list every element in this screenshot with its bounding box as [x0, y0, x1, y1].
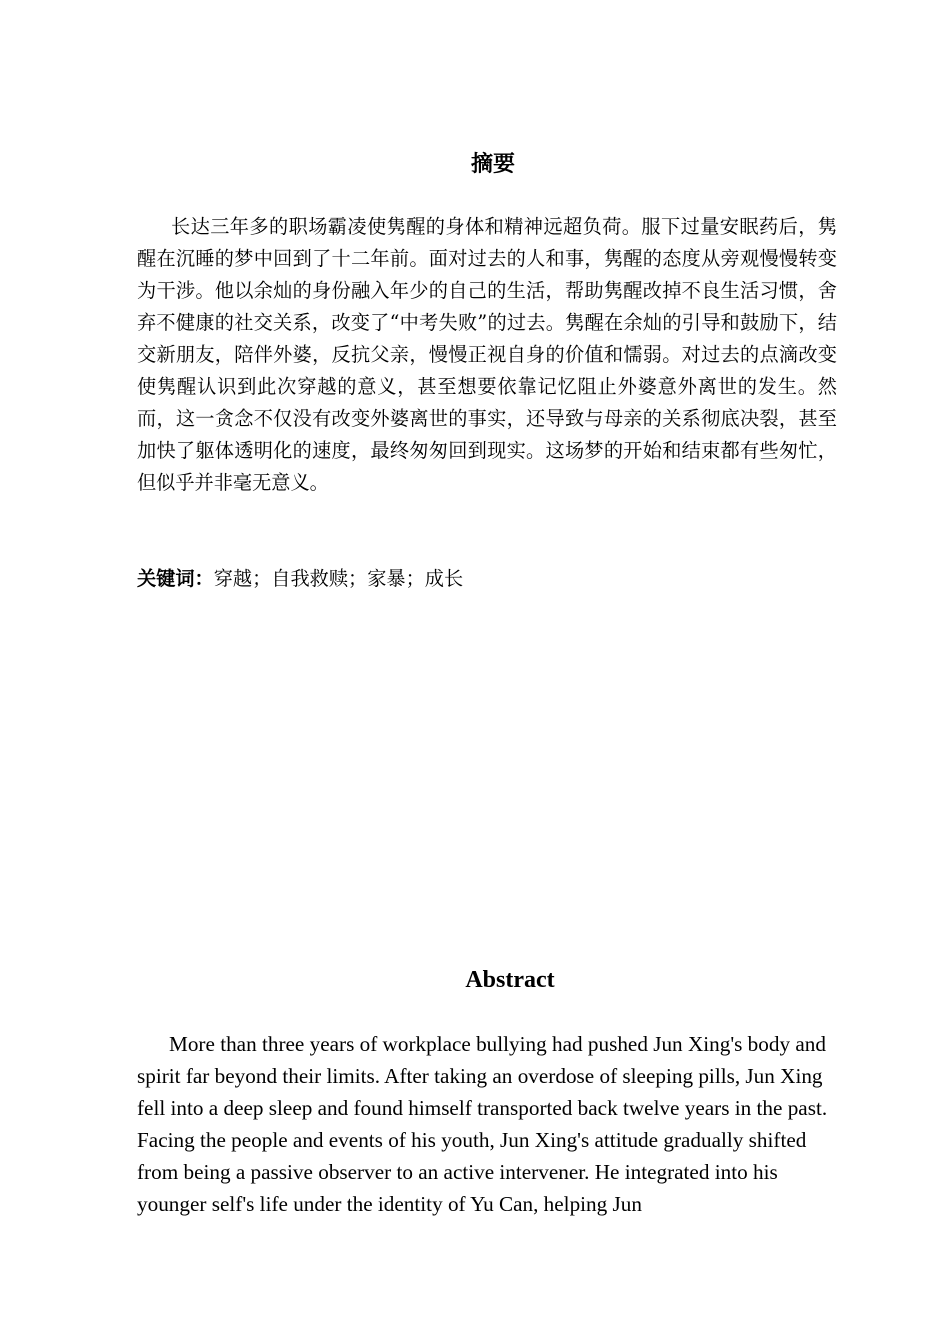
- english-abstract-body: More than three years of workplace bullying had pushed Jun Xing's body and spirit far beyond their limits. After taking an overdose of sleeping pills, Jun Xing fell into a deep sleep and found himself transported back twelve years in the past. Facing the people and events of his youth, Jun Xing's attitude gradually shifted from being a passive observer to an active intervener. He integrated into his younger self's life under the identity of Yu Can, helping Jun: [137, 1032, 828, 1216]
- keywords-label: 关键词：: [137, 567, 214, 590]
- keywords-value: 穿越；自我救赎；家暴；成长: [213, 567, 464, 590]
- keywords-line: [137, 563, 463, 595]
- english-abstract-title: Abstract: [465, 967, 555, 993]
- chinese-abstract-title: 摘要: [470, 152, 515, 177]
- chinese-abstract-body: 长达三年多的职场霸凌使隽醒的身体和精神远超负荷。服下过量安眠药后，隽醒在沉睡的梦中回到了十二年前。面对过去的人和事，隽醒的态度从旁观慢慢转变为干涉。他以余灿的身份融入年少的自己的生活，帮助隽醒改掉不良生活习惯，舍弃不健康的社交关系，改变了“中考失败”的过去。隽醒在余灿的引导和鼓励下，结交新朋友，陪伴外婆，反抗父亲，慢慢正视自身的价值和懦弱。对过去的点滴改变使隽醒认识到此次穿越的意义，甚至想要依靠记忆阻止外婆意外离世的发生。然而，这一贪念不仅没有改变外婆离世的事实，还导致与母亲的关系彻底决裂，甚至加快了躯体透明化的速度，最终匆匆回到现实。这场梦的开始和结束都有些匆忙，但似乎并非毫无意义。: [137, 215, 837, 494]
